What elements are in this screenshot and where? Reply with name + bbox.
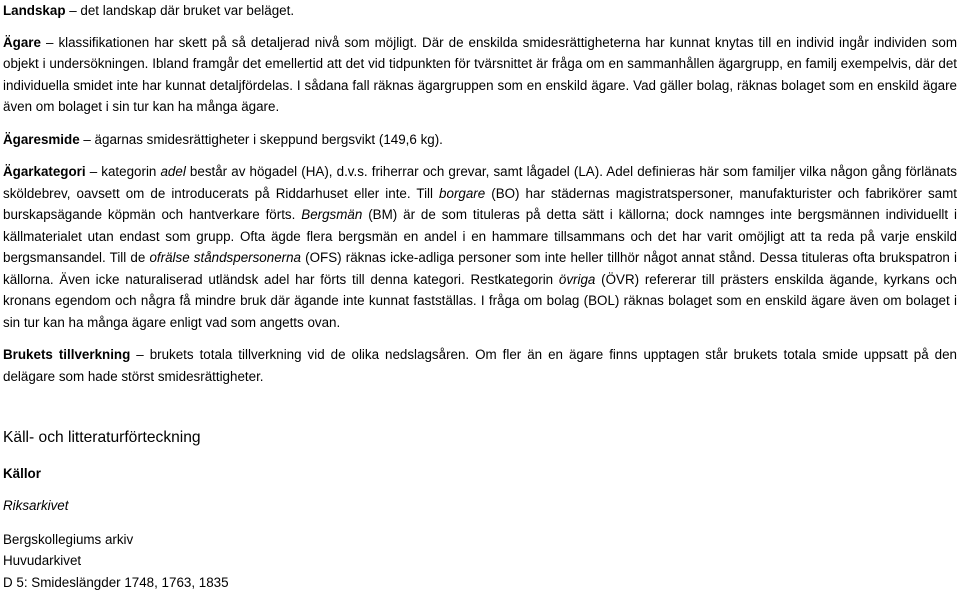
category-ovriga: övriga (558, 271, 596, 287)
source-list (3, 529, 957, 594)
category-borgare: borgare (439, 185, 486, 201)
term-brukets-tillverkning: Brukets tillverkning (3, 347, 131, 362)
category-adel: adel (160, 164, 186, 179)
term-agaresmide: Ägaresmide (3, 131, 80, 147)
source-huvudarkivet: Huvudarkivet (3, 553, 82, 568)
definition-landskap: det landskap där bruket var beläget. (80, 3, 295, 18)
definition-brukets-tillverkning: brukets totala tillverkning vid de olika nedslagsåren. Om fler än en ägare finns upptagen står brukets totala smide uppsatt på den delägare som hade störst smidesrättigheter. (3, 347, 958, 384)
definition-agaresmide: ägarnas smidesrättigheter i skeppund bergsvikt (149,6 kg). (94, 131, 443, 147)
definition-agare: klassifikationen har skett på så detaljerad nivå som möjligt. Där de enskilda smidesrättigheterna har kunnat knytas till en individ ingår individen som objekt i undersökningen. Ibland framgår det emellertid att det vid tidpunkten för tvärsnittet är fråga om en sammanhållen ägargrupp, en familj exempelvis, där det individuella smidet inte har kunnat detaljfördelas. I sådana fall räknas ägargruppen som en enskild ägare. Vad gäller bolag, räknas bolaget som en enskild ägare även om bolaget i sin tur kan ha många ägare. (3, 34, 957, 114)
entry-landskap: Landskap – det landskap där bruket var beläget. (3, 3, 295, 18)
entry-agare: Ägare – klassifikationen har skett på så detaljerad nivå som möjligt. Där de enskilda smidesrättigheterna har kunnat knytas till en individ ingår individen som objekt i undersökningen. Ibland framgår det emellertid att det vid tidpunkten för tvärsnittet är fråga om en sammanhållen ägargrupp, en familj exempelvis, där det individuella smidet inte har kunnat detaljfördelas. I sådana fall räknas ägargruppen som en enskild ägare. Vad gäller bolag, räknas bolaget som en enskild ägare även om bolaget i sin tur kan ha många ägare. (3, 34, 957, 114)
archive-riksarkivet: Riksarkivet (3, 498, 69, 513)
subheading-kallor: Källor (3, 465, 41, 481)
term-landskap: Landskap (3, 3, 66, 18)
entry-brukets-tillverkning: Brukets tillverkning – brukets totala tillverkning vid de olika nedslagsåren. Om fler än en ägare finns upptagen står brukets totala smide uppsatt på den delägare som hade störst smidesrättigheter. (3, 347, 958, 384)
category-ofralse: ofrälse ståndspersonerna (149, 250, 301, 265)
term-agare: Ägare (3, 34, 41, 50)
source-d5: D 5: Smideslängder 1748, 1763, 1835 (3, 574, 229, 590)
term-agarkategori: Ägarkategori (3, 164, 86, 179)
source-bergskollegium: Bergskollegiums arkiv (3, 531, 134, 547)
entry-agarkategori: Ägarkategori – kategorin adel består av högadel (HA), d.v.s. friherrar och grevar, samt lågadel (LA). Adel definieras här som familjer vilka någon gång förlänats sköldebrev, oavsett om de introducerats på Riddarhuset eller inte. Till borgare (BO) har städernas magistratspersoner, manufakturister och fabrikörer samt burskapsägande köpmän och hantverkare förts. Bergsmän (BM) är de som tituleras på detta sätt i källorna; dock namnges inte bergsmännen individuellt i källmaterialet utan endast som grupp. Ofta ägde flera bergsmän en andel i en hammare tillsammans och det har varit omöjligt att ta reda på varje enskild bergsmansandel. Till de ofrälse ståndspersonerna (OFS) räknas icke-adliga personer som inte heller tillhör något annat stånd. Dessa tituleras ofta brukspatron i källorna. Även icke naturaliserad utländsk adel har förts till denna kategori. Restkategorin övriga (ÖVR) refererar till prästers enskilda ägande, kyrkans och kronans egendom och några få mindre bruk där ägande inte kunnat fastställas. I fråga om bolag (BOL) räknas bolaget som en enskild ägare även om bolaget i sin tur kan ha många ägare enligt vad som angetts ovan. (3, 164, 958, 330)
category-bergsman: Bergsmän (301, 207, 363, 222)
section-heading: Käll- och litteraturförteckning (3, 429, 201, 446)
entry-agaresmide: Ägaresmide – ägarnas smidesrättigheter i skeppund bergsvikt (149,6 kg). (3, 131, 443, 147)
